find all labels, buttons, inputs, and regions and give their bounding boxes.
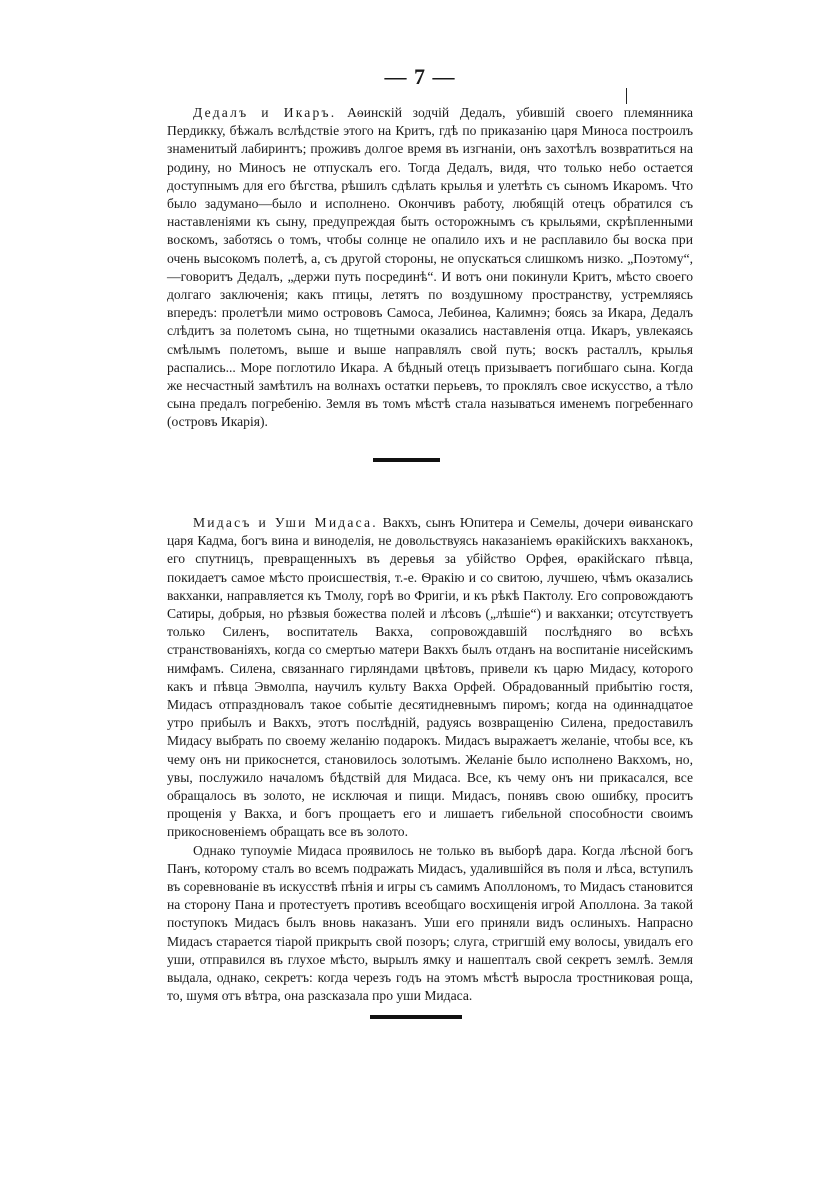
section-divider	[370, 1015, 462, 1019]
article-body: Вакхъ, сынъ Юпитера и Семелы, дочери ѳиванскаго царя Кадма, богъ вина и виноделія, не довольствуясь наказаніемъ ѳракійскихъ вакханокъ, его спутницъ, превращенныхъ въ деревья за убійство Орфея, ѳракійскаго пѣвца, покидаетъ самое мѣсто происшествія, т.-е. Ѳракію и со свитою, лучшею, чѣмъ оказались вакханки, направляется къ Тмолу, горѣ во Фригіи, и къ рѣкѣ Пактолу. Его сопровождаютъ Сатиры, добрыя, но рѣзвыя божества полей и лѣсовъ („лѣшіе“) и вакханки; отсутствуетъ только Силенъ, воспитатель Вакха, сопровождавшій послѣдняго во всѣхъ странствованіяхъ, когда со смертью матери Вакхъ былъ отданъ на воспитаніе нисейскимъ нимфамъ. Силена, связаннаго гирляндами цвѣтовъ, привели къ царю Мидасу, которого какъ и пѣвца Эвмолпа, научилъ культу Вакха Орфей. Обрадованный прибытію гостя, Мидасъ отпраздновалъ такое событіе десятидневнымъ пиромъ; когда на одиннадцатое утро прибылъ и Вакхъ, этотъ послѣдній, радуясь возвращенію Силена, предоставилъ Мидасу выбрать по своему желанію подарокъ. Мидасъ выражаетъ желаніе, чтобы все, къ чему онъ ни прикоснется, становилось золотымъ. Желаніе было исполнено Вакхомъ, но, увы, послужило началомъ бѣдствій для Мидаса. Все, къ чему онъ ни прикасался, все обращалось въ золото, не исключая и пищи. Мидасъ, понявъ свою ошибку, проситъ прощенія у Вакха, и богъ прощаетъ его и лишаетъ гибельной способности своимъ прикосновеніемъ обращать все въ золото.	[167, 515, 694, 840]
margin-mark	[626, 88, 627, 104]
article-paragraph	[167, 104, 693, 432]
section-divider	[373, 458, 440, 462]
page-number: — 7 —	[384, 64, 456, 89]
article-paragraph: Однако тупоуміе Мидаса проявилось не только въ выборѣ дара. Когда лѣсной богъ Панъ, которому сталъ во всемъ подражать Мидасъ, удалившійся въ поля и лѣса, вступилъ въ соревнованіе въ искусствѣ пѣнія и игры съ самимъ Аполлономъ, то Мидасъ становится на сторону Пана и протестуетъ противъ всеобщаго восхищенія игрой Аполлона. За такой поступокъ Мидасъ былъ вновь наказанъ. Уши его приняли видъ ослиныхъ. Напрасно Мидасъ старается тіарой прикрыть свой позоръ; слуга, стригшій ему волосы, увидалъ его уши, отправился въ глухое мѣсто, вырылъ ямку и нашепталъ свой секретъ землѣ. Земля выдала, однако, секретъ: когда черезъ годъ на этомъ мѣстѣ выросла тростниковая роща, то, шумя отъ вѣтра, она разсказала про уши Мидаса.	[167, 842, 693, 1004]
article-daedalus-icarus	[167, 104, 693, 432]
article-paragraph	[167, 514, 693, 842]
article-body: Аѳинскій зодчій Дедалъ, убившій своего племянника Пердикку, бѣжалъ вслѣдствіе этого на Критъ, гдѣ по приказанію царя Миноса построилъ знаменитый лабиринтъ; проживъ долгое время въ изгнаніи, онъ захотѣлъ возвратиться на родину, но Миносъ не отпускалъ его. Тогда Дедалъ, видя, что только небо остается доступнымъ для его бѣгства, рѣшилъ сдѣлать крылья и улетѣть съ сыномъ Икаромъ. Что было задумано—было и исполнено. Окончивъ работу, любящій отецъ обратился съ наставленіями къ сыну, предупреждая быть осторожнымъ съ крыльями, скрѣпленными воскомъ, заботясь о томъ, чтобы солнце не опалило ихъ и не расплавило бы воска при очень высокомъ полетѣ, а, съ другой стороны, не опускаться слишкомъ низко. „Поэтому“,—говоритъ Дедалъ, „держи путь посрединѣ“. И вотъ они покинули Критъ, мѣсто своего долгаго заключенія; какъ птицы, летятъ по воздушному пространству, устремляясь впередъ: пролетѣли мимо острововъ Самоса, Лебинѳа, Калимнэ; боясь за Икара, Дедалъ слѣдитъ за полетомъ сына, но тщетными оказались наставленія отца. Икаръ, увлекаясь смѣлымъ полетомъ, выше и выше направлялъ свой путь; воскъ расталлъ, крылья распались... Море поглотило Икара. А бѣдный отецъ призываетъ погибшаго сына. Когда же несчастный замѣтилъ на волнахъ остатки перьевъ, то проклялъ свое искусство, а тѣло сына предалъ погребенію. Земля въ томъ мѣстѣ стала называться именемъ погребеннаго (островъ Икарія).	[167, 105, 693, 430]
article-title: Дедалъ и Икаръ.	[193, 105, 337, 120]
article-title: Мидасъ и Уши Мидаса.	[193, 515, 378, 530]
article-midas	[167, 514, 693, 1005]
